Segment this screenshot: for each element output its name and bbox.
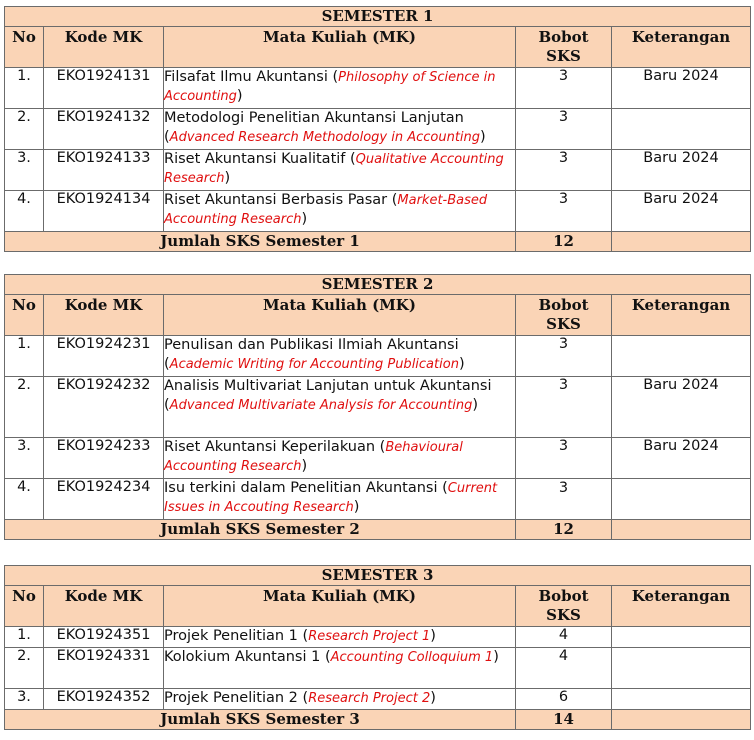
total-note xyxy=(612,232,751,252)
row-no: 1. xyxy=(5,627,44,648)
course-name-en: Academic Writing for Accounting Publication xyxy=(169,357,459,372)
col-header-no: No xyxy=(5,27,44,68)
total-sks: 12 xyxy=(516,232,612,252)
table-row xyxy=(5,68,751,109)
course-note: Baru 2024 xyxy=(612,377,751,438)
course-note xyxy=(612,627,751,648)
semester-2-table xyxy=(4,274,751,540)
course-code: EKO1924234 xyxy=(44,479,164,520)
total-row xyxy=(5,710,751,730)
course-sks: 3 xyxy=(516,377,612,438)
course-note: Baru 2024 xyxy=(612,438,751,479)
course-code: EKO1924331 xyxy=(44,648,164,689)
col-header-sks xyxy=(516,586,612,627)
col-header-ket: Keterangan xyxy=(612,27,751,68)
course-sks: 3 xyxy=(516,109,612,150)
col-header-sks xyxy=(516,295,612,336)
course-name-cell: Analisis Multivariat Lanjutan untuk Akuntansi (Advanced Multivariate Analysis for Accounting) xyxy=(164,377,516,438)
course-note xyxy=(612,648,751,689)
col-header-mk: Mata Kuliah (MK) xyxy=(164,295,516,336)
course-note: Baru 2024 xyxy=(612,191,751,232)
course-code: EKO1924134 xyxy=(44,191,164,232)
total-label: Jumlah SKS Semester 3 xyxy=(5,710,516,730)
course-name: Projek Penelitian 2 xyxy=(164,690,298,706)
course-name: Analisis Multivariat Lanjutan untuk Akuntansi xyxy=(164,378,492,394)
total-label: Jumlah SKS Semester 2 xyxy=(5,520,516,540)
course-note xyxy=(612,689,751,710)
course-sks: 4 xyxy=(516,627,612,648)
course-name-cell: Isu terkini dalam Penelitian Akuntansi (Current Issues in Accouting Research) xyxy=(164,479,516,520)
col-header-sks xyxy=(516,27,612,68)
course-sks: 3 xyxy=(516,438,612,479)
course-name: Metodologi Penelitian Akuntansi Lanjutan xyxy=(164,110,464,126)
course-name-cell: Riset Akuntansi Keperilakuan (Behavioural Accounting Research) xyxy=(164,438,516,479)
course-name-cell: Penulisan dan Publikasi Ilmiah Akuntansi (Academic Writing for Accounting Publication) xyxy=(164,336,516,377)
row-no: 2. xyxy=(5,648,44,689)
table-row xyxy=(5,336,751,377)
table-row xyxy=(5,438,751,479)
course-sks: 3 xyxy=(516,68,612,109)
table-row xyxy=(5,191,751,232)
sks-header-line2: SKS xyxy=(546,315,581,333)
row-no: 3. xyxy=(5,689,44,710)
table-row xyxy=(5,479,751,520)
col-header-kode: Kode MK xyxy=(44,295,164,336)
semester-1-table xyxy=(4,6,751,252)
col-header-no: No xyxy=(5,586,44,627)
semester-3-table xyxy=(4,565,751,730)
total-sks: 14 xyxy=(516,710,612,730)
course-note xyxy=(612,336,751,377)
course-name-cell: Kolokium Akuntansi 1 (Accounting Colloquium 1) xyxy=(164,648,516,689)
course-name-en: Market-Based Accounting Research xyxy=(164,193,488,227)
course-name: Riset Akuntansi Kualitatif xyxy=(164,151,346,167)
course-name: Filsafat Ilmu Akuntansi xyxy=(164,69,328,85)
course-name: Riset Akuntansi Berbasis Pasar xyxy=(164,192,388,208)
row-no: 2. xyxy=(5,109,44,150)
course-name-en: Philosophy of Science in Accounting xyxy=(164,70,496,104)
total-row xyxy=(5,232,751,252)
total-note xyxy=(612,710,751,730)
course-sks: 3 xyxy=(516,479,612,520)
total-label: Jumlah SKS Semester 1 xyxy=(5,232,516,252)
course-name-en: Advanced Research Methodology in Accounting xyxy=(169,130,481,145)
table-row xyxy=(5,109,751,150)
course-sks: 3 xyxy=(516,150,612,191)
table-row xyxy=(5,689,751,710)
semester-title: SEMESTER 3 xyxy=(5,566,751,586)
course-name-cell: Riset Akuntansi Kualitatif (Qualitative Accounting Research) xyxy=(164,150,516,191)
course-code: EKO1924133 xyxy=(44,150,164,191)
col-header-ket: Keterangan xyxy=(612,295,751,336)
course-note: Baru 2024 xyxy=(612,150,751,191)
col-header-ket: Keterangan xyxy=(612,586,751,627)
row-no: 1. xyxy=(5,68,44,109)
row-no: 4. xyxy=(5,191,44,232)
col-header-no: No xyxy=(5,295,44,336)
course-name-en: Accounting Colloquium 1 xyxy=(330,650,494,665)
course-sks: 6 xyxy=(516,689,612,710)
course-code: EKO1924352 xyxy=(44,689,164,710)
total-row xyxy=(5,520,751,540)
course-code: EKO1924232 xyxy=(44,377,164,438)
row-no: 2. xyxy=(5,377,44,438)
table-row xyxy=(5,648,751,689)
col-header-mk: Mata Kuliah (MK) xyxy=(164,586,516,627)
col-header-mk: Mata Kuliah (MK) xyxy=(164,27,516,68)
row-no: 4. xyxy=(5,479,44,520)
semester-title: SEMESTER 2 xyxy=(5,275,751,295)
table-row xyxy=(5,377,751,438)
sks-header-line2: SKS xyxy=(546,47,581,65)
row-no: 3. xyxy=(5,150,44,191)
course-code: EKO1924231 xyxy=(44,336,164,377)
course-name-cell: Projek Penelitian 1 (Research Project 1) xyxy=(164,627,516,648)
course-name-en: Advanced Multivariate Analysis for Accounting xyxy=(169,398,473,413)
col-header-kode: Kode MK xyxy=(44,586,164,627)
table-row xyxy=(5,627,751,648)
course-name-en: Qualitative Accounting Research xyxy=(164,152,504,186)
course-name: Riset Akuntansi Keperilakuan xyxy=(164,439,376,455)
course-name: Projek Penelitian 1 xyxy=(164,628,298,644)
course-name-cell: Projek Penelitian 2 (Research Project 2) xyxy=(164,689,516,710)
course-code: EKO1924233 xyxy=(44,438,164,479)
course-name: Kolokium Akuntansi 1 xyxy=(164,649,321,665)
semester-title: SEMESTER 1 xyxy=(5,7,751,27)
row-no: 3. xyxy=(5,438,44,479)
course-name: Penulisan dan Publikasi Ilmiah Akuntansi xyxy=(164,337,459,353)
course-name: Isu terkini dalam Penelitian Akuntansi xyxy=(164,480,438,496)
total-note xyxy=(612,520,751,540)
course-note: Baru 2024 xyxy=(612,68,751,109)
course-code: EKO1924351 xyxy=(44,627,164,648)
sks-header-line1: Bobot xyxy=(538,587,589,605)
course-name-en: Current Issues in Accouting Research xyxy=(164,481,498,515)
table-row xyxy=(5,150,751,191)
col-header-kode: Kode MK xyxy=(44,27,164,68)
course-name-en: Research Project 1 xyxy=(308,629,431,644)
course-code: EKO1924132 xyxy=(44,109,164,150)
sks-header-line1: Bobot xyxy=(538,28,589,46)
course-name-cell: Filsafat Ilmu Akuntansi (Philosophy of Science in Accounting) xyxy=(164,68,516,109)
course-name-cell: Metodologi Penelitian Akuntansi Lanjutan (Advanced Research Methodology in Accounting) xyxy=(164,109,516,150)
course-code: EKO1924131 xyxy=(44,68,164,109)
course-note xyxy=(612,479,751,520)
row-no: 1. xyxy=(5,336,44,377)
course-note xyxy=(612,109,751,150)
sks-header-line1: Bobot xyxy=(538,296,589,314)
sks-header-line2: SKS xyxy=(546,606,581,624)
course-sks: 4 xyxy=(516,648,612,689)
course-name-cell: Riset Akuntansi Berbasis Pasar (Market-Based Accounting Research) xyxy=(164,191,516,232)
course-name-en: Behavioural Accounting Research xyxy=(164,440,463,474)
total-sks: 12 xyxy=(516,520,612,540)
course-name-en: Research Project 2 xyxy=(308,691,431,706)
course-sks: 3 xyxy=(516,191,612,232)
course-sks: 3 xyxy=(516,336,612,377)
